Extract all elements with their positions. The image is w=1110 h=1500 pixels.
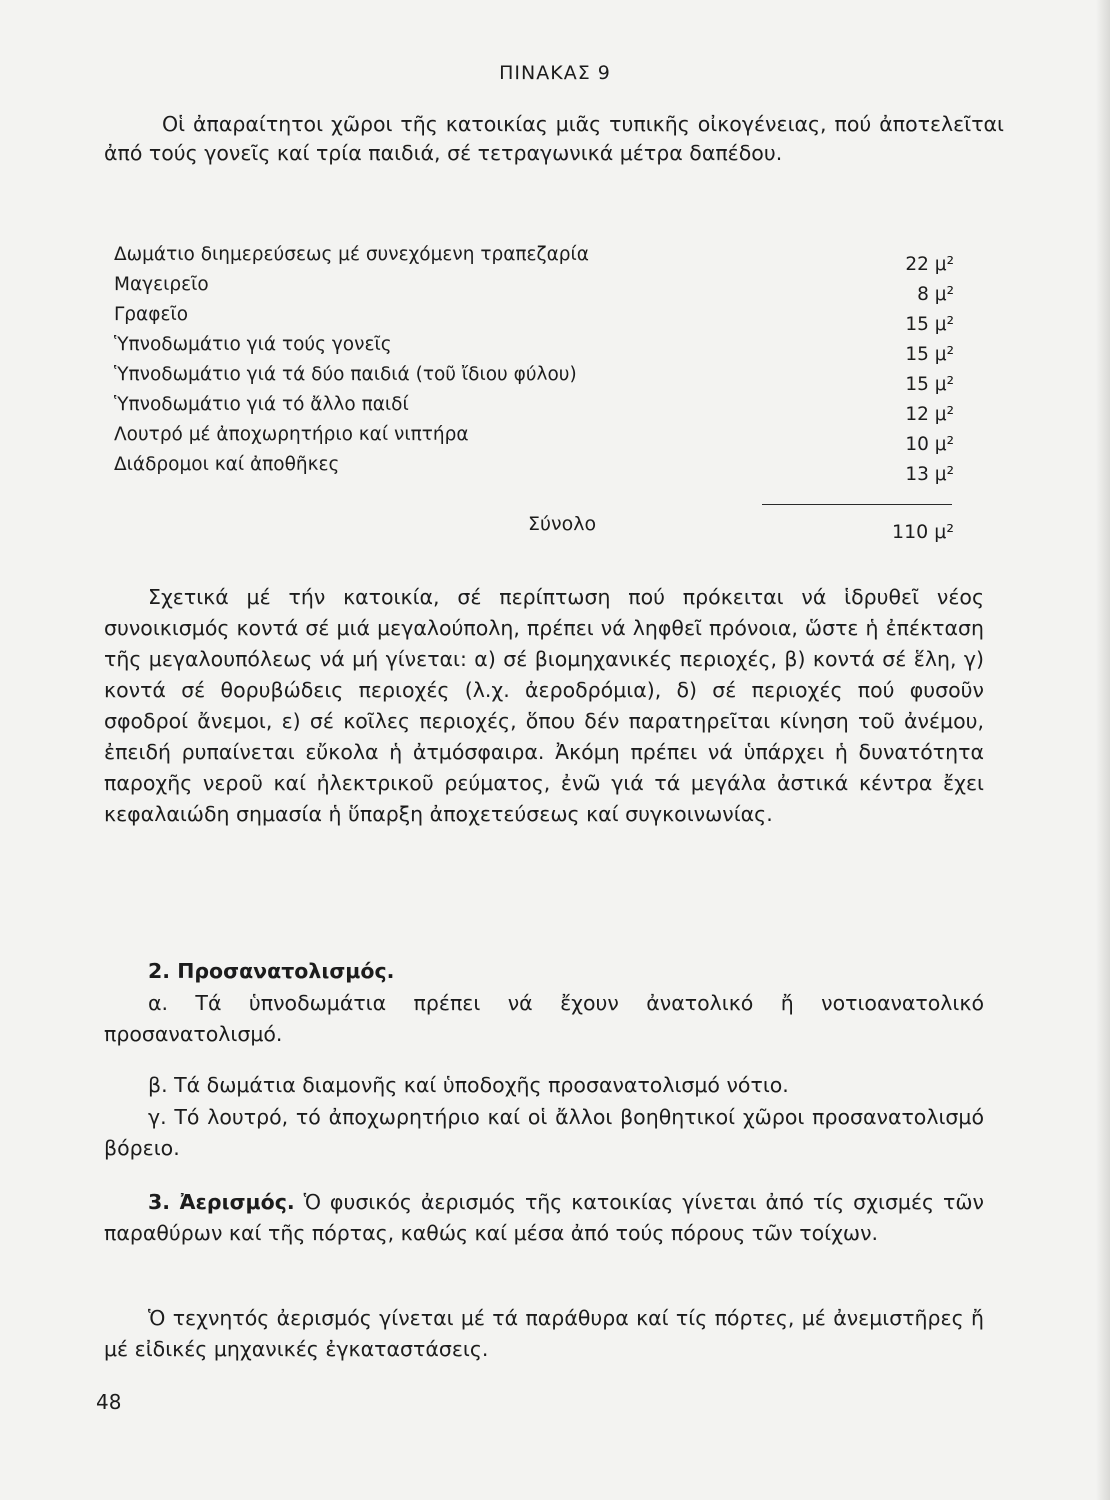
page-number: 48: [96, 1390, 122, 1414]
table-row: [114, 300, 954, 335]
room-label: Ὑπνοδωμάτιο γιά τούς γονεῖς: [114, 334, 392, 355]
room-area-table: [114, 240, 954, 485]
section-2-item-a: α. Τά ὑπνοδωμάτια πρέπει νά ἔχουν ἀνατολικό ἤ νοτιοανατολικό προσανατολισμό.: [104, 991, 984, 1046]
room-label: Λουτρό μέ ἀποχωρητήριο καί νιπτήρα: [114, 424, 469, 445]
table-title: ΠΙΝΑΚΑΣ 9: [499, 62, 611, 84]
table-caption: Οἱ ἀπαραίτητοι χῶροι τῆς κατοικίας μιᾶς τυπικῆς οἰκογένειας, πού ἀποτελεῖται ἀπό τούς γονεῖς καί τρία παιδιά, σέ τετραγωνικά μέτρα δαπέδου.: [104, 112, 1004, 165]
section-2-item-c: γ. Τό λουτρό, τό ἀποχωρητήριο καί οἱ ἄλλοι βοηθητικοί χῶροι προσανατολισμό βόρειο.: [104, 1105, 984, 1160]
room-label: Ὑπνοδωμάτιο γιά τό ἄλλο παιδί: [114, 394, 409, 415]
table-row: [114, 450, 954, 485]
section-3-paragraph-2: Ὁ τεχνητός ἀερισμός γίνεται μέ τά παράθυρα καί τίς πόρτες, μέ ἀνεμιστῆρες ἤ μέ εἰδικές μηχανικές ἐγκαταστάσεις.: [104, 1306, 984, 1361]
section-3-text: Ὁ φυσικός ἀερισμός τῆς κατοικίας γίνεται ἀπό τίς σχισμές τῶν παραθύρων καί τῆς πόρτας, καθώς καί μέσα ἀπό τούς πόρους τῶν τοίχων.: [104, 1190, 985, 1245]
table-row: [114, 270, 954, 305]
section-2-item-b: β. Τά δωμάτια διαμονῆς καί ὑποδοχῆς προσανατολισμό νότιο.: [148, 1073, 789, 1097]
table-row: [114, 330, 954, 365]
total-divider: [762, 504, 952, 505]
room-area: 8 μ²: [917, 284, 954, 305]
table-row: [114, 240, 954, 275]
total-label: Σύνολο: [528, 513, 597, 535]
section-3-paragraph: [104, 1187, 984, 1249]
table-row: [114, 360, 954, 395]
total-value: 110 μ²: [891, 521, 954, 543]
section-3-heading: 3. Ἀερισμός.: [148, 1190, 295, 1214]
room-area: 15 μ²: [905, 344, 954, 365]
section-2-heading: 2. Προσανατολισμός.: [148, 959, 395, 983]
table-row: [114, 420, 954, 455]
table-row: [114, 390, 954, 425]
room-area: 15 μ²: [905, 374, 954, 395]
room-label: Δωμάτιο διημερεύσεως μέ συνεχόμενη τραπεζαρία: [114, 244, 589, 265]
room-label: Μαγειρεῖο: [114, 274, 209, 295]
room-area: 22 μ²: [905, 254, 954, 275]
room-area: 12 μ²: [905, 404, 954, 425]
room-label: Γραφεῖο: [114, 304, 189, 325]
room-label: Ὑπνοδωμάτιο γιά τά δύο παιδιά (τοῦ ἴδιου φύλου): [114, 364, 577, 385]
paragraph-housing-location: Σχετικά μέ τήν κατοικία, σέ περίπτωση πού πρόκειται νά ἱδρυθεῖ νέος συνοικισμός κοντά σέ μιά μεγαλούπολη, πρέπει νά ληφθεῖ πρόνοια, ὥστε ἡ ἐπέκταση τῆς μεγαλουπόλεως νά μή γίνεται: α) σέ βιομηχανικές περιοχές, β) κοντά σέ ἕλη, γ) κοντά σέ θορυβώδεις περιοχές (λ.χ. ἀεροδρόμια), δ) σέ περιοχές πού φυσοῦν σφοδροί ἄνεμοι, ε) σέ κοῖλες περιοχές, ὅπου δέν παρατηρεῖται κίνηση τοῦ ἀνέμου, ἐπειδή ρυπαίνεται εὔκολα ἡ ἀτμόσφαιρα. Ἀκόμη πρέπει νά ὑπάρχει ἡ δυνατότητα παροχῆς νεροῦ καί ἠλεκτρικοῦ ρεύματος, ἐνῶ γιά τά μεγάλα ἀστικά κέντρα ἔχει κεφαλαιώδη σημασία ἡ ὕπαρξη ἀποχετεύσεως καί συγκοινωνίας.: [104, 585, 984, 826]
page-edge-shadow: [1096, 0, 1110, 1500]
room-area: 10 μ²: [905, 434, 954, 455]
room-area: 13 μ²: [905, 464, 954, 485]
room-area: 15 μ²: [905, 314, 954, 335]
room-label: Διάδρομοι καί ἀποθῆκες: [114, 454, 340, 475]
